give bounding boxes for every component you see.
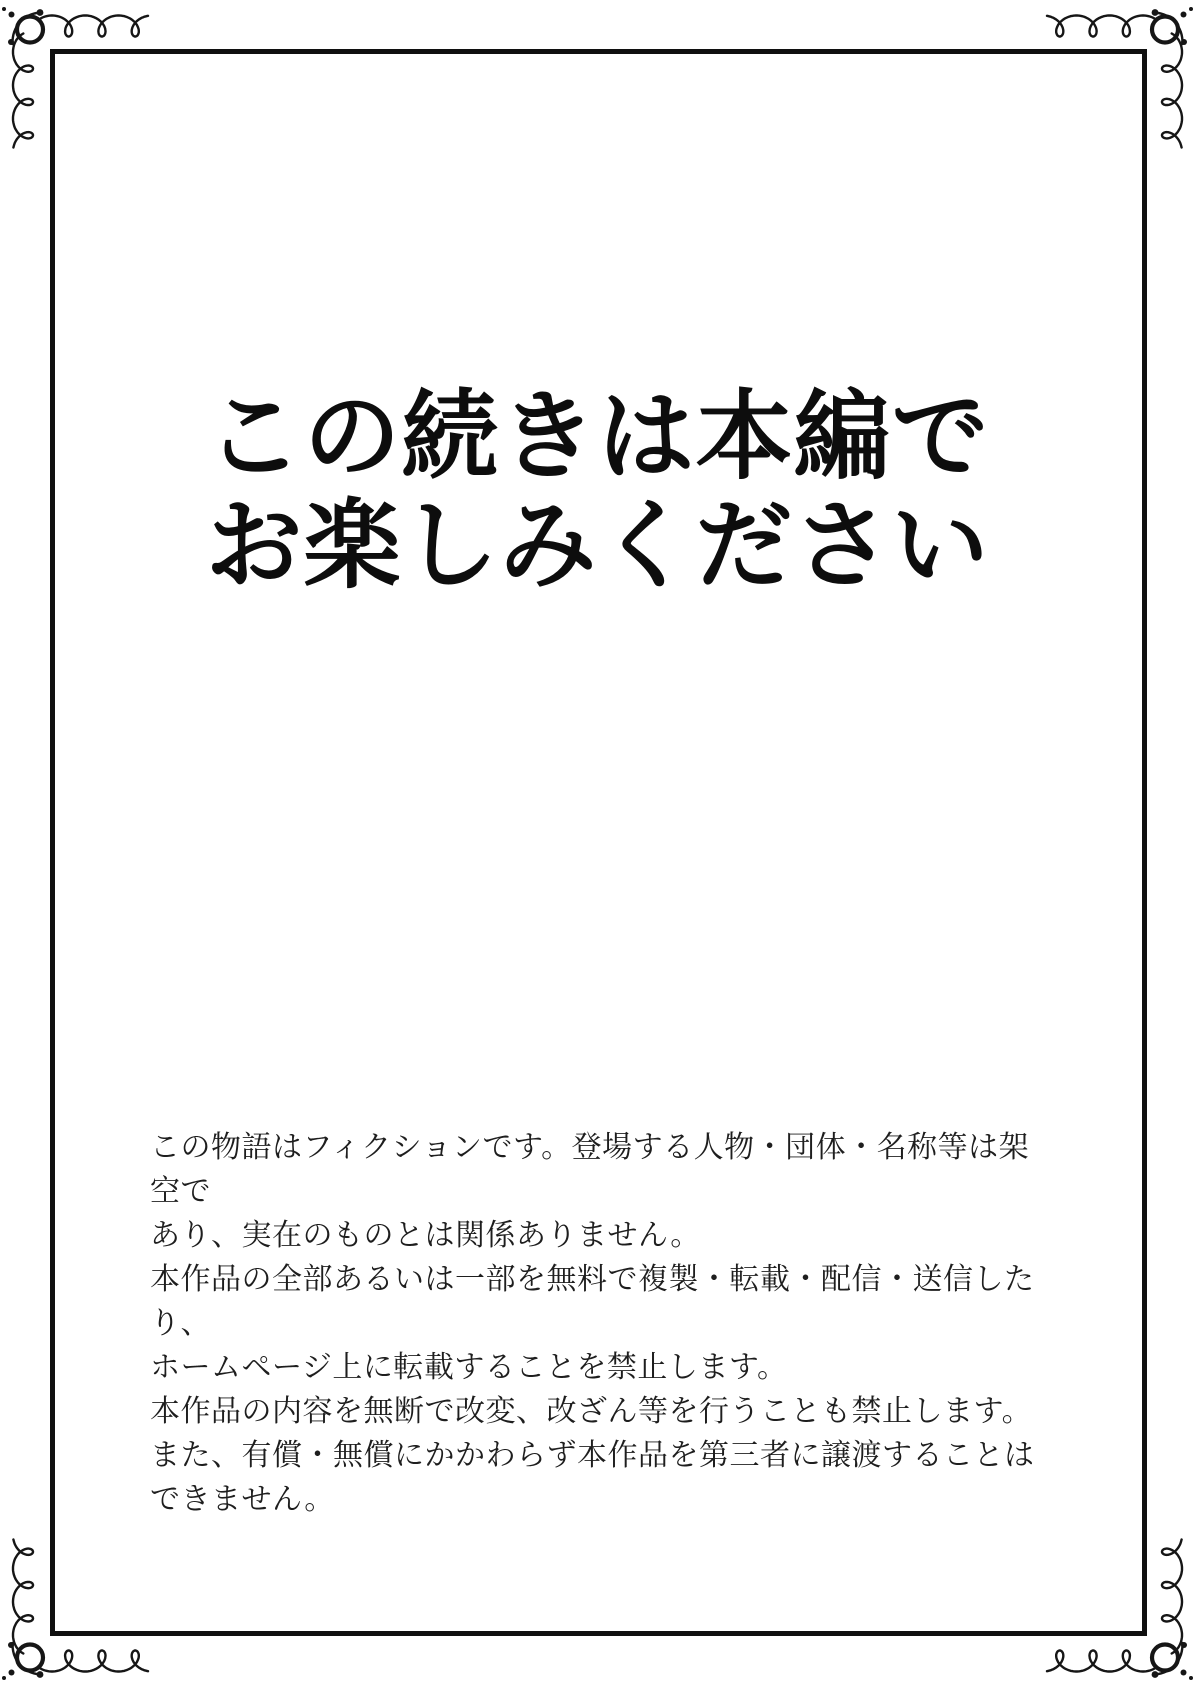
disclaimer-line: できません。 [150,1483,335,1516]
disclaimer-text [150,1126,1050,1522]
disclaimer-line: 本作品の内容を無断で改変、改ざん等を行うことも禁止します。 [150,1395,1033,1428]
disclaimer-line: あり、実在のものとは関係ありません。 [150,1219,701,1252]
disclaimer-line: 本作品の全部あるいは一部を無料で複製・転載・配信・送信したり、 [150,1263,1035,1340]
heading-line-1: この続きは本編で [205,382,990,491]
disclaimer-line: また、有償・無償にかかわらず本作品を第三者に譲渡することは [150,1439,1035,1472]
disclaimer-line: ホームページ上に転載することを禁止します。 [150,1351,788,1384]
continuation-heading [70,383,1125,600]
disclaimer-line: この物語はフィクションです。登場する人物・団体・名称等は架空で [150,1131,1030,1208]
heading-line-2: お楽しみください [205,490,990,600]
